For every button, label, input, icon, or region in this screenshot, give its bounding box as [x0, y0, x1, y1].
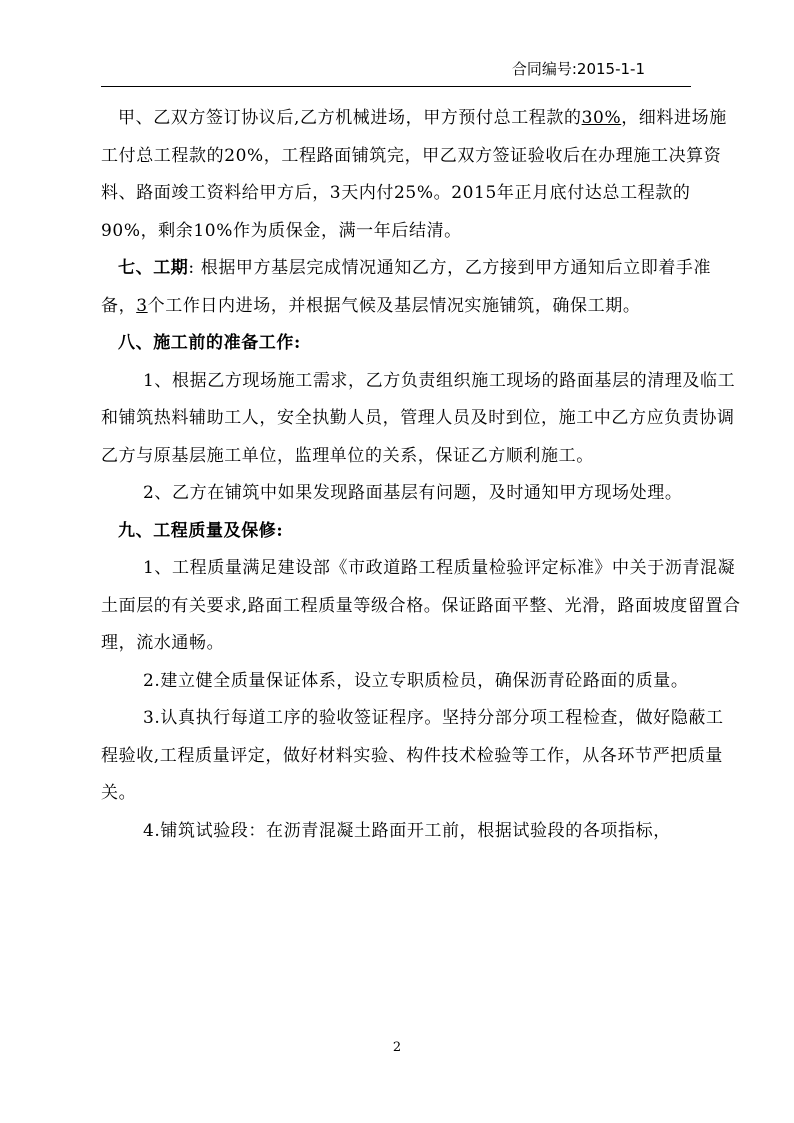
section-9-item-4: 4.铺筑试验段：在沥青混凝土路面开工前，根据试验段的各项指标，: [143, 820, 671, 841]
section-9-item-3: 3.认真执行每道工序的验收签证程序。坚持分部分项工程检查，做好隐蔽工程验收,工程质量评定，做好材料实验、构件技术检验等工作，从各环节严把质量关。: [101, 708, 724, 803]
contract-number: 合同编号:2015-1-1: [511, 60, 645, 78]
entry-days: 3: [136, 295, 148, 316]
document-body: [101, 100, 741, 850]
section-7-paragraph: 七、工期: 根据甲方基层完成情况通知乙方，乙方接到甲方通知后立即着手准备，3个工作日内进场，并根据气候及基层情况实施铺筑，确保工期。: [101, 258, 712, 316]
section-9-item-1: 1、工程质量满足建设部《市政道路工程质量检验评定标准》中关于沥青混凝土面层的有关要求,路面工程质量等级合格。保证路面平整、光滑，路面坡度留置合理，流水通畅。: [101, 558, 741, 653]
section-7-heading: 七、工期: [118, 258, 189, 278]
section-8-item-1: 1、根据乙方现场施工需求，乙方负责组织施工现场的路面基层的清理及临工和铺筑热料辅助工人，安全执勤人员，管理人员及时到位，施工中乙方应负责协调乙方与原基层施工单位，监理单位的关系，保证乙方顺利施工。: [101, 370, 736, 466]
section-9-item-2: 2.建立健全质量保证体系，设立专职质检员，确保沥青砼路面的质量。: [143, 670, 689, 691]
section-9-heading: 九、工程质量及保修:: [118, 520, 284, 541]
section-8-heading: 八、施工前的准备工作:: [118, 333, 301, 353]
page-number: 2: [392, 1040, 402, 1055]
section-8-item-2: 2、乙方在铺筑中如果发现路面基层有问题，及时通知甲方现场处理。: [143, 483, 683, 503]
prepay-percent: 30%: [581, 108, 622, 128]
payment-paragraph: 甲、乙双方签订协议后,乙方机械进场，甲方预付总工程款的30%，细料进场施工付总工程款的20%，工程路面铺筑完，甲乙双方签证验收后在办理施工决算资料、路面竣工资料给甲方后，3天内付25%。2015年正月底付达总工程款的90%，剩余10%作为质保金，满一年后结清。: [101, 108, 727, 241]
page-header: [101, 56, 691, 87]
